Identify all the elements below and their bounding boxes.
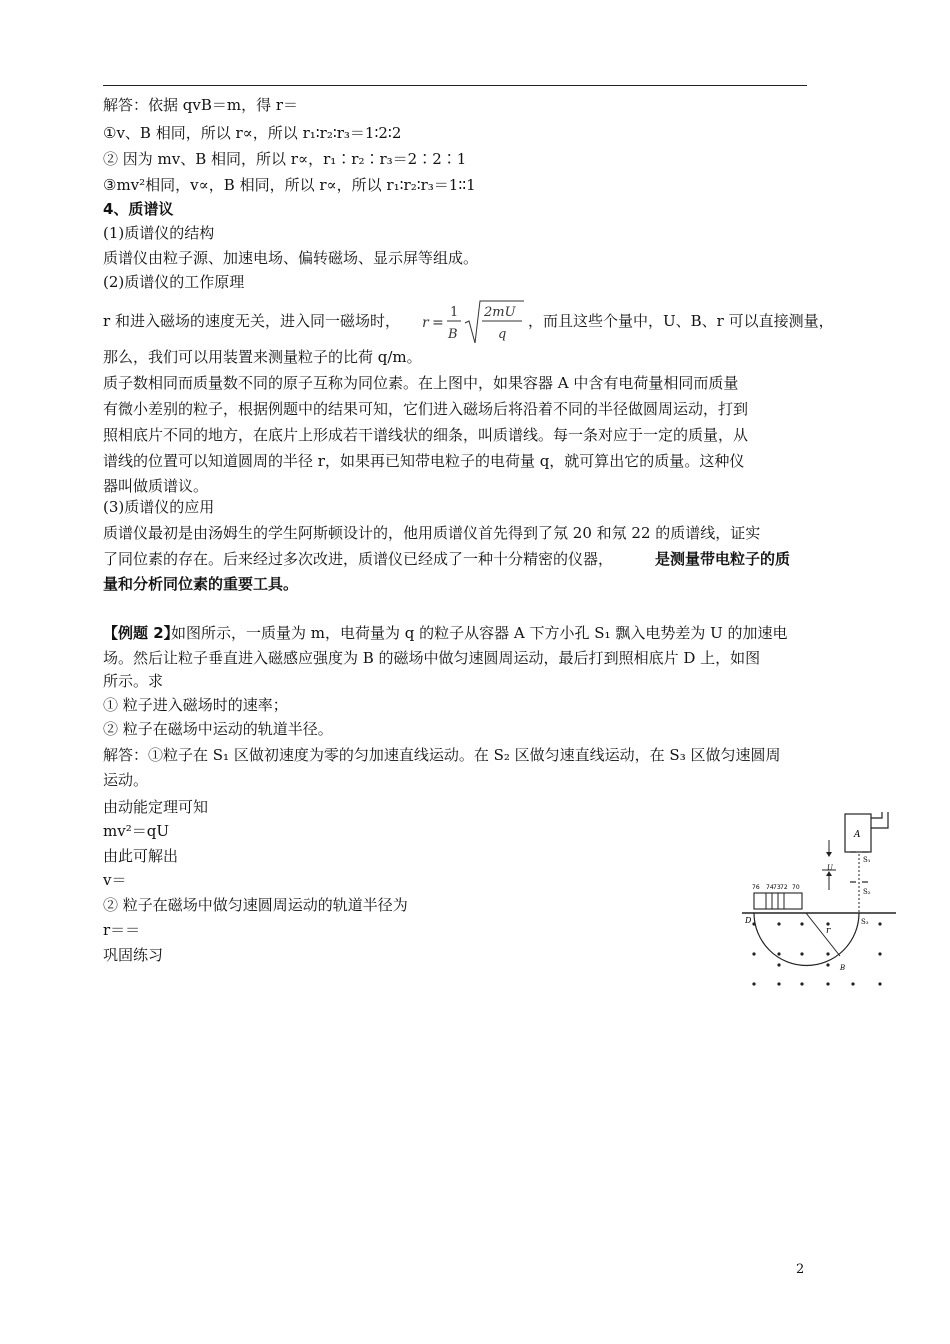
formula-rad-num: 2mU xyxy=(484,305,516,320)
practice-heading: 巩固练习 xyxy=(103,946,164,964)
scale-73: 73 xyxy=(773,884,781,891)
example-2-text-2: 场。然后让粒子垂直进入磁感应强度为 B 的磁场中做匀速圆周运动，最后打到照相底片 D 上，如图 xyxy=(103,649,761,667)
question-2: ② 粒子在磁场中运动的轨道半径。 xyxy=(103,720,333,738)
formula-r: r xyxy=(422,315,429,331)
scale-72: 72 xyxy=(780,884,788,891)
application-para-2a: 了同位素的存在。后来经过多次改进，质谱仪已经成了一种十分精密的仪器， xyxy=(103,550,614,568)
formula-rad-den: q xyxy=(498,327,507,342)
label-r: r xyxy=(826,926,831,936)
label-U: U xyxy=(827,864,833,872)
solution-line-3: 由动能定理可知 xyxy=(103,798,209,816)
scale-76: 76 xyxy=(752,884,760,891)
example-2-text-3: 所示。求 xyxy=(103,672,164,690)
isotope-para-1: 质子数相同而质量数不同的原子互称为同位素。在上图中，如果容器 A 中含有电荷量相同而质量 xyxy=(103,374,739,392)
header-rule xyxy=(103,85,807,86)
application-para-1: 质谱仪最初是由汤姆生的学生阿斯顿设计的，他用质谱仪首先得到了氖 20 和氖 22 的质谱线，证实 xyxy=(103,524,761,542)
formula-den: B xyxy=(448,327,458,342)
label-S2: S₂ xyxy=(863,888,871,896)
example-2-text-1: 如图所示，一质量为 m，电荷量为 q 的粒子从容器 A 下方小孔 S₁ 飘入电势差为 U 的加速电 xyxy=(171,624,788,642)
example-2-label: 【例题 2】 xyxy=(103,624,179,642)
isotope-para-4: 谱线的位置可以知道圆周的半径 r，如果再已知带电粒子的电荷量 q，就可算出它的质量。这种仪 xyxy=(103,452,745,470)
label-D: D xyxy=(745,916,752,925)
answer-line-4: ③mv²相同，v∝，B 相同，所以 r∝，所以 r₁∶r₂∶r₃＝1∶∶1 xyxy=(103,176,476,194)
mass-spectrometer-figure xyxy=(742,810,896,996)
answer-line-3: ② 因为 mv、B 相同，所以 r∝，r₁∶r₂∶r₃＝2∶2∶1 xyxy=(103,150,467,168)
isotope-para-3: 照相底片不同的地方，在底片上形成若干谱线状的细条，叫质谱线。每一条对应于一定的质量，从 xyxy=(103,426,749,444)
isotope-para-5: 器叫做质谱议。 xyxy=(103,477,209,495)
magnetic-field-dots xyxy=(752,922,881,985)
answer-line-2: ①v、B 相同，所以 r∝，所以 r₁∶r₂∶r₃＝1∶2∶2 xyxy=(103,124,402,142)
scale-74: 74 xyxy=(766,884,774,891)
solution-line-7: ② 粒子在磁场中做匀速圆周运动的轨道半径为 xyxy=(103,896,408,914)
label-S1: S₁ xyxy=(863,856,871,864)
solution-line-4: mv²＝qU xyxy=(103,822,169,840)
question-1: ① 粒子进入磁场时的速率； xyxy=(103,696,288,714)
scale-70: 70 xyxy=(792,884,800,891)
principle-text-b: ，而且这些个量中，U、B、r 可以直接测量， xyxy=(528,312,834,330)
application-para-2b: 是测量带电粒子的质 xyxy=(655,550,791,568)
answer-line-1: 解答：依据 qvB＝m，得 r＝ xyxy=(103,96,299,114)
formula-eq: = xyxy=(432,315,444,331)
label-S3: S₃ xyxy=(861,918,869,926)
solution-line-5: 由此可解出 xyxy=(103,847,179,865)
label-B: B xyxy=(840,964,846,972)
subheading-application: (3)质谱仪的应用 xyxy=(103,498,215,516)
principle-text-c: 那么，我们可以用装置来测量粒子的比荷 q/m。 xyxy=(103,348,422,366)
label-A: A xyxy=(854,830,861,840)
radius-formula xyxy=(420,297,526,347)
formula-num: 1 xyxy=(450,305,459,320)
paragraph-structure: 质谱仪由粒子源、加速电场、偏转磁场、显示屏等组成。 xyxy=(103,249,479,267)
subheading-principle: (2)质谱仪的工作原理 xyxy=(103,273,245,291)
isotope-para-2: 有微小差别的粒子，根据例题中的结果可知，它们进入磁场后将沿着不同的半径做圆周运动，打到 xyxy=(103,400,749,418)
solution-line-1: 解答：①粒子在 S₁ 区做初速度为零的匀加速直线运动。在 S₂ 区做匀速直线运动，在 S₃ 区做匀速圆周 xyxy=(103,746,781,764)
principle-text-a: r 和进入磁场的速度无关，进入同一磁场时， xyxy=(103,312,400,330)
page-number: 2 xyxy=(796,1262,805,1277)
application-para-3: 量和分析同位素的重要工具。 xyxy=(103,575,299,593)
subheading-structure: (1)质谱仪的结构 xyxy=(103,224,215,242)
solution-line-6: v＝ xyxy=(103,871,127,889)
section-heading: 4、质谱议 xyxy=(103,200,174,218)
solution-line-8: r＝＝ xyxy=(103,921,141,939)
solution-line-2: 运动。 xyxy=(103,771,149,789)
